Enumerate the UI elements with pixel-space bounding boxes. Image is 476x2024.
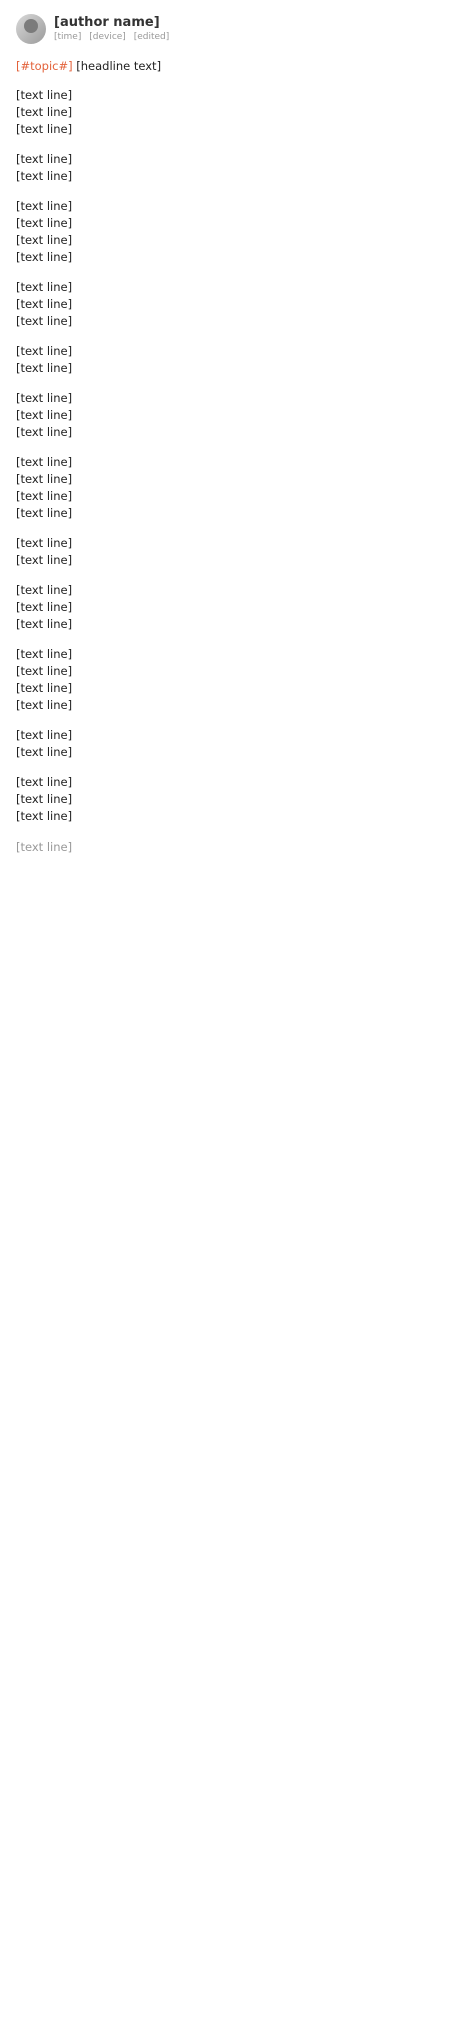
body-paragraph (16, 454, 460, 522)
body-paragraph (16, 646, 460, 714)
body-line: [text line] (16, 489, 73, 503)
body-line: [text line] (16, 280, 73, 294)
body-paragraph (16, 727, 460, 761)
lead-text: [headline text] (76, 59, 162, 73)
post-lead (16, 58, 460, 75)
post-source: [device] (89, 31, 126, 42)
body-line: [text line] (16, 536, 73, 550)
body-line: [text line] (16, 199, 73, 213)
post-edited: [edited] (133, 31, 170, 42)
body-line: [text line] (16, 169, 73, 183)
body-paragraph (16, 390, 460, 441)
body-line: [text line] (16, 233, 73, 247)
body-line: [text line] (16, 647, 73, 661)
post-time: [time] (54, 31, 82, 42)
body-line: [text line] (16, 728, 73, 742)
body-paragraph (16, 535, 460, 569)
body-line: [text line] (16, 506, 73, 520)
body-line: [text line] (16, 344, 73, 358)
body-paragraph (16, 87, 460, 138)
body-line: [text line] (16, 408, 73, 422)
body-paragraph (16, 582, 460, 633)
body-paragraph (16, 198, 460, 266)
body-line: [text line] (16, 122, 73, 136)
body-line: [text line] (16, 809, 73, 823)
body-paragraph (16, 151, 460, 185)
post-body (16, 87, 460, 825)
body-line: [text line] (16, 681, 73, 695)
avatar[interactable] (16, 14, 46, 44)
body-line: [text line] (16, 250, 73, 264)
post-header (16, 10, 460, 48)
post-note: [text line] (16, 840, 73, 854)
body-line: [text line] (16, 455, 73, 469)
body-line: [text line] (16, 792, 73, 806)
body-line: [text line] (16, 105, 73, 119)
body-line: [text line] (16, 745, 73, 759)
body-line: [text line] (16, 472, 73, 486)
body-line: [text line] (16, 216, 73, 230)
body-line: [text line] (16, 152, 73, 166)
body-line: [text line] (16, 698, 73, 712)
body-line: [text line] (16, 664, 73, 678)
body-line: [text line] (16, 88, 73, 102)
body-line: [text line] (16, 314, 73, 328)
body-line: [text line] (16, 425, 73, 439)
body-line: [text line] (16, 553, 73, 567)
author-name[interactable]: [author name] (54, 14, 160, 30)
body-line: [text line] (16, 775, 73, 789)
body-line: [text line] (16, 600, 73, 614)
author-block (54, 15, 174, 44)
post-meta (54, 31, 174, 44)
body-paragraph (16, 343, 460, 377)
hashtag-link[interactable]: [#topic#] (16, 59, 73, 73)
body-line: [text line] (16, 297, 73, 311)
body-line: [text line] (16, 391, 73, 405)
body-line: [text line] (16, 617, 73, 631)
body-paragraph (16, 279, 460, 330)
body-line: [text line] (16, 361, 73, 375)
body-paragraph (16, 774, 460, 825)
body-line: [text line] (16, 583, 73, 597)
